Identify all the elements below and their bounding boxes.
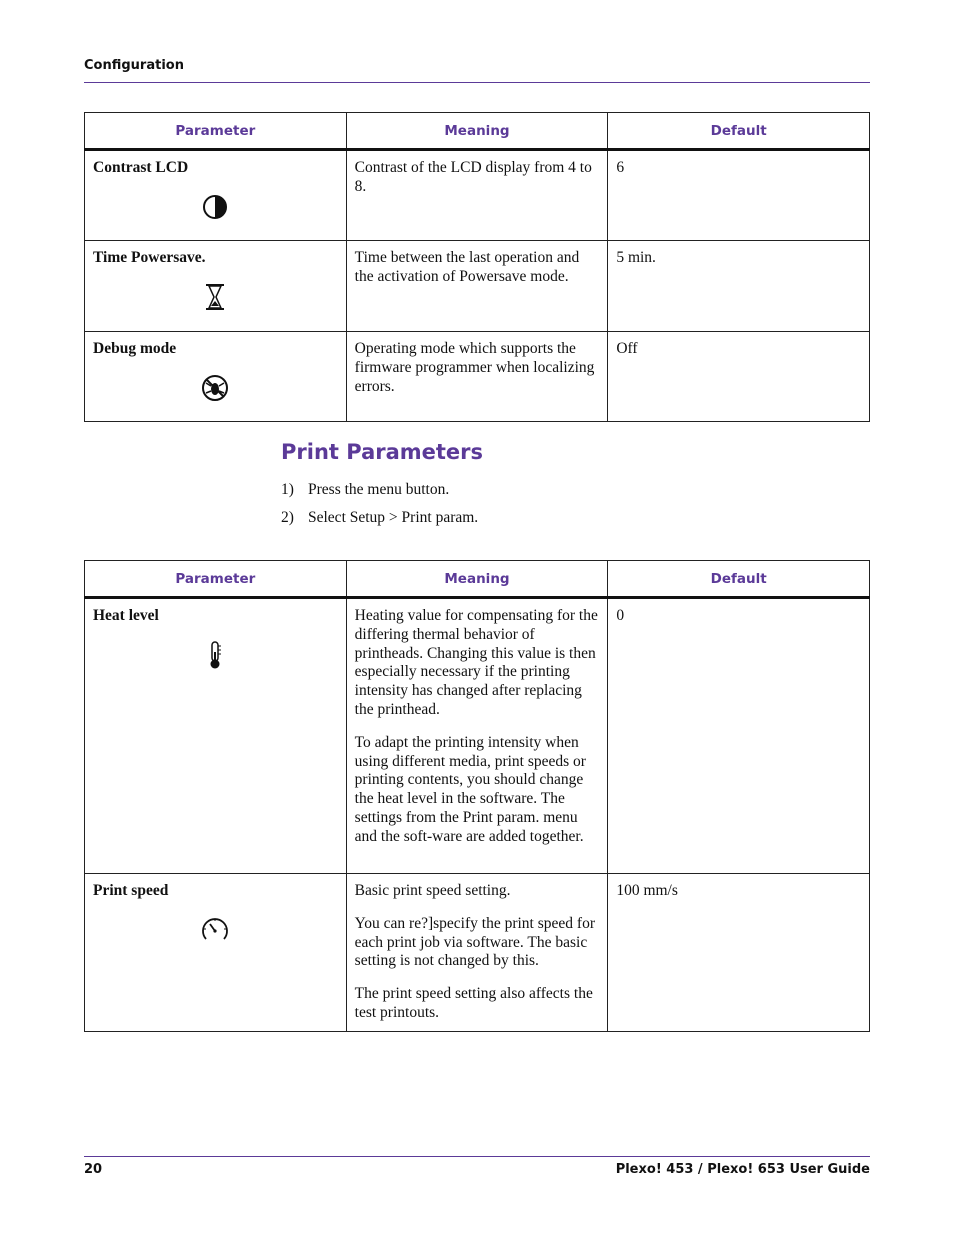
parameter-cell (85, 150, 347, 241)
column-header-parameter: Parameter (85, 113, 347, 150)
table-row (85, 150, 870, 241)
contrast-icon (200, 192, 230, 222)
meaning-paragraph: Heating value for compensating for the differing thermal behavior of printheads. Changing this value is then especially necessary if the printing intensity has changed after replacing the printhead. (354, 607, 598, 718)
page-number: 20 (84, 1162, 103, 1177)
default-cell: Off (608, 332, 870, 422)
table-header-row (85, 113, 870, 150)
meaning-cell (346, 874, 608, 1032)
list-item (281, 509, 478, 537)
list-item (281, 481, 478, 509)
table-row (85, 241, 870, 332)
header-rule (84, 82, 870, 83)
running-header: Configuration (84, 58, 184, 73)
speedometer-icon (200, 915, 230, 945)
parameter-name: Time Powersave. (93, 249, 206, 266)
meaning-paragraph: You can re?]specify the print speed for each print job via software. The basic setting is not changed by this. (354, 914, 595, 970)
meaning-cell (346, 598, 608, 874)
default-cell: 100 mm/s (608, 874, 870, 1032)
column-header-default: Default (608, 113, 870, 150)
default-cell: 6 (608, 150, 870, 241)
meaning-cell: Contrast of the LCD display from 4 to 8. (346, 150, 608, 241)
column-header-meaning: Meaning (346, 561, 608, 598)
table-row (85, 874, 870, 1032)
parameter-name: Heat level (93, 607, 159, 624)
step-text: Press the menu button. (308, 481, 450, 498)
default-cell: 5 min. (608, 241, 870, 332)
steps-list (281, 481, 478, 537)
meaning-paragraph: The print speed setting also affects the test printouts. (354, 985, 593, 1021)
hourglass-icon (200, 282, 230, 312)
parameter-table-1 (84, 112, 870, 422)
step-number: 1) (281, 481, 294, 498)
parameter-cell (85, 598, 347, 874)
column-header-meaning: Meaning (346, 113, 608, 150)
meaning-paragraph: Basic print speed setting. (354, 882, 511, 899)
thermometer-icon (200, 640, 230, 670)
parameter-cell (85, 332, 347, 422)
footer-title: Plexo! 453 / Plexo! 653 User Guide (615, 1162, 870, 1177)
section-title: Print Parameters (281, 440, 484, 464)
table-row (85, 332, 870, 422)
table-header-row (85, 561, 870, 598)
parameter-table-2 (84, 560, 870, 1032)
meaning-cell: Time between the last operation and the activation of Powersave mode. (346, 241, 608, 332)
column-header-parameter: Parameter (85, 561, 347, 598)
table-row (85, 598, 870, 874)
meaning-cell: Operating mode which supports the firmware programmer when localizing errors. (346, 332, 608, 422)
column-header-default: Default (608, 561, 870, 598)
parameter-cell (85, 874, 347, 1032)
parameter-name: Contrast LCD (93, 159, 189, 176)
step-number: 2) (281, 509, 294, 526)
default-cell: 0 (608, 598, 870, 874)
step-text: Select Setup > Print param. (308, 509, 479, 526)
parameter-name: Print speed (93, 882, 169, 899)
parameter-cell (85, 241, 347, 332)
footer-rule (84, 1156, 870, 1157)
meaning-paragraph: To adapt the printing intensity when using different media, print speeds or printing contents, you should change the heat level in the software. The settings from the Print param. menu and the soft-ware are added together. (354, 733, 586, 845)
parameter-name: Debug mode (93, 340, 177, 357)
bug-icon (200, 373, 230, 403)
